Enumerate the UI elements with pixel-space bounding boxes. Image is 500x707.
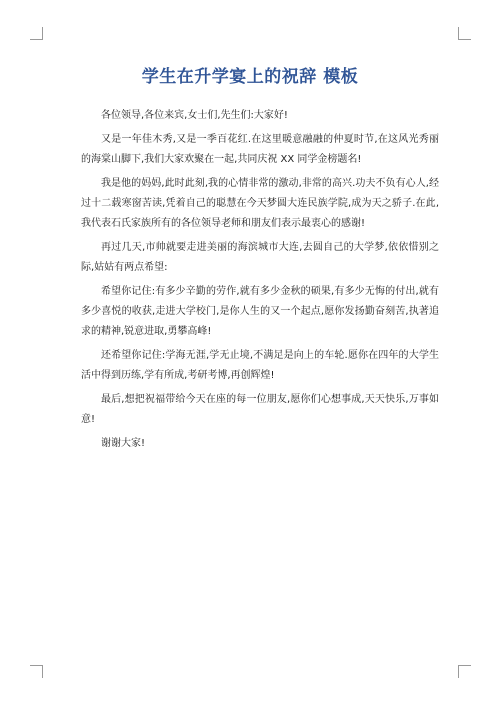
paragraph-greeting: 各位领导,各位来宾,女士们,先生们:大家好! (101, 110, 288, 121)
paragraph-hope-one: 希望你记住:有多少辛勤的劳作,就有多少金秋的硕果,有多少无悔的付出,就有多少喜悦的收获,走进大学校门,是你人生的又一个起点,愿你发扬勤奋刻苦,执著追求的精神,锐意进取,勇攀高峰! (81, 286, 439, 337)
crop-mark-bottom-left (30, 665, 43, 678)
document-body (81, 106, 439, 458)
paragraph-mother: 我是他的妈妈,此时此刻,我的心情非常的激动,非常的高兴.功夫不负有心人,经过十二载寒窗苦读,凭着自己的聪慧在今天梦圆大连民族学院,成为天之骄子.在此,我代表石氏家族所有的各位领导老师和朋友们表示最衷心的感谢! (81, 178, 439, 229)
document-title: 学生在升学宴上的祝辞 模板 (141, 67, 359, 87)
crop-mark-top-right (458, 27, 471, 40)
crop-mark-top-left (30, 27, 43, 40)
paragraph-thanks: 谢谢大家! (101, 438, 146, 449)
crop-mark-bottom-right (458, 665, 471, 678)
paragraph-opening: 又是一年佳木秀,又是一季百花红.在这里暖意融融的仲夏时节,在这风光秀丽的海棠山脚下,我们大家欢聚在一起,共同庆祝 XX 同学金榜题名! (81, 134, 439, 165)
paragraph-blessing: 最后,想把祝福带给今天在座的每一位朋友,愿你们心想事成,天天快乐,万事如意! (81, 394, 439, 425)
paragraph-hopes-intro: 再过几天,市帅就要走进美丽的海滨城市大连,去圆自己的大学梦,依依惜别之际,姑姑有两点希望: (81, 242, 439, 273)
paragraph-hope-two: 还希望你记住:学海无涯,学无止境,不满足是向上的车轮.愿你在四年的大学生活中得到历练,学有所成,考研考博,再创辉煌! (81, 350, 439, 381)
